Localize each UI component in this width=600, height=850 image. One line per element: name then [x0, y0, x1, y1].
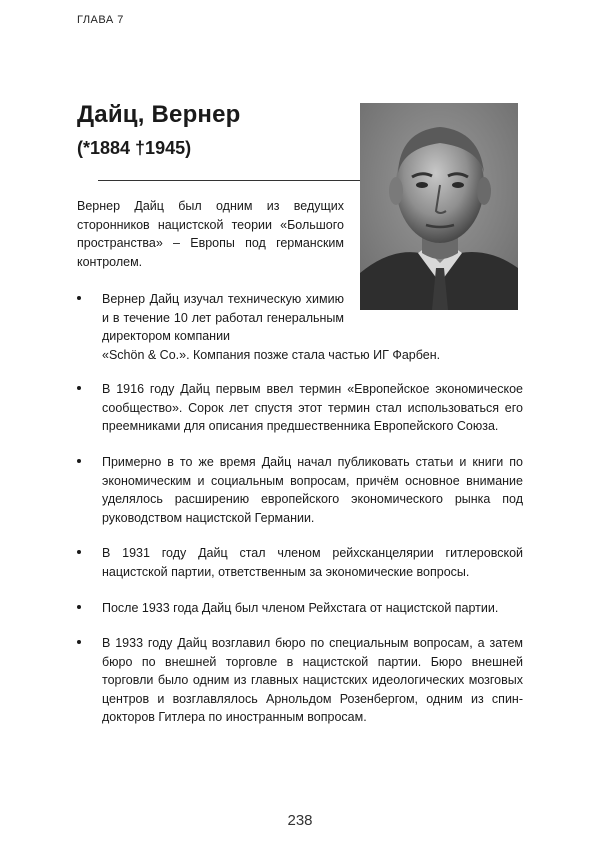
page-number: 238 — [287, 812, 313, 829]
list-item-text-continued — [102, 346, 444, 365]
list-item-text: После 1933 года Дайц был членом Рейхстага от нацистской партии. — [102, 601, 499, 615]
life-dates: (*1884 †1945) — [77, 138, 192, 158]
bullet-icon — [77, 386, 81, 390]
bullet-icon — [77, 459, 81, 463]
portrait-photo — [360, 103, 518, 310]
page-title: Дайц, Вернер — [77, 101, 241, 128]
bullet-icon — [77, 296, 81, 300]
bullet-1-text-b: «Schön & Co.». Компания позже стала частью ИГ Фарбен. — [102, 347, 441, 362]
title-divider — [98, 180, 360, 181]
list-item-text: В 1933 году Дайц возглавил бюро по специальным вопросам, а затем бюро по внешней торговле в нацистской партии. Бюро внешней торговли было одним из главных нацистских идеологических мозговых центров и возглавлялось Арнольдом Розенбергом, одним из спин-докторов Гитлера по иностранным вопросам. — [102, 636, 523, 724]
bullet-icon — [77, 640, 81, 644]
chapter-header: ГЛАВА 7 — [77, 14, 124, 26]
list-item-text: В 1916 году Дайц первым ввел термин «Европейское экономическое сообщество». Сорок лет спустя этот термин стал использоваться его преемниками для описания предшественника Европейского Союза. — [102, 382, 523, 433]
list-item-text — [102, 290, 344, 346]
list-item-text: В 1931 году Дайц стал членом рейхсканцелярии гитлеровской нацистской партии, ответственным за экономические вопросы. — [102, 546, 523, 579]
bullet-icon — [77, 550, 81, 554]
list-item-text: Примерно в то же время Дайц начал публиковать статьи и книги по экономическим и социальным вопросам, причём основное внимание уделялось расширению европейского экономического рынка под руководством нацистской Германии. — [102, 455, 523, 525]
bullet-icon — [77, 605, 81, 609]
bullet-1-text-a: Вернер Дайц изучал техническую химию и в течение 10 лет работал генеральным директором компании — [102, 292, 344, 343]
intro-paragraph: Вернер Дайц был одним из ведущих сторонников нацистской теории «Большого пространства» – Европы под германским контролем. — [77, 199, 344, 269]
